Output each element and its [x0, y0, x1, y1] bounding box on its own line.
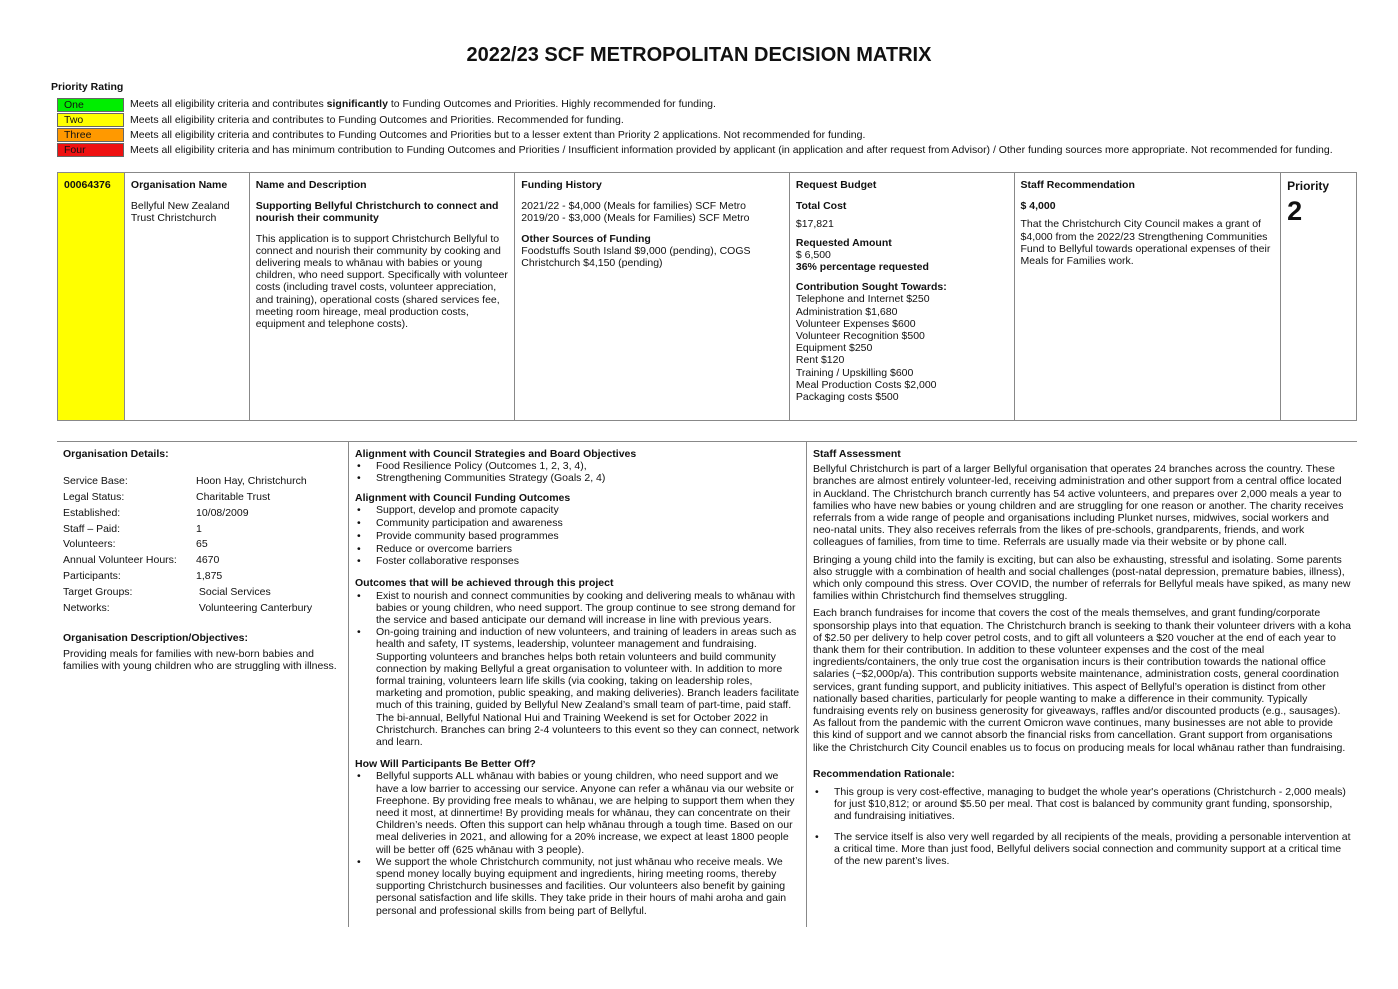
priority-three-description: Meets all eligibility criteria and contributes to Funding Outcomes and Priorities but to a lesser extent than Priority 2 applications. Not recommended for funding. [130, 128, 866, 141]
detail-value: 1 [196, 522, 202, 535]
priority-two-swatch: Two [57, 113, 124, 127]
legend-row [57, 112, 1333, 127]
outcome-item: • Exist to nourish and connect communities by cooking and delivering meals to whānau with babies or young children, who need support. The group continue to see strong demand for the service and based anticipate our demand will increase in line with previous years. [355, 590, 800, 627]
outcomes-list [355, 590, 800, 749]
contribution-item: Administration $1,680 [795, 305, 898, 318]
funding-outcome-item: • Community participation and awareness [355, 517, 800, 530]
funding-history-item: 2019/20 - $3,000 (Meals for Families) SCF Metro [521, 212, 750, 225]
legend-row [57, 127, 1333, 142]
organisation-name-header: Organisation Name [130, 179, 228, 191]
detail-value: 4670 [196, 554, 220, 567]
assessment-paragraph: Bellyful Christchurch is part of a larger Bellyful organisation that operates 24 branches across the country. These branches are almost entirely volunteer-led, receiving administration and other support from a central office located in Auckland. The Christchurch branch currently has 54 active volunteers, and prepares over 2,000 meals a year to families who have new babies or young children and are struggling for one reason or another. The charity receives referrals from a wide range of people and organisations including Plunket nurses, midwives, social workers and neo-natal units. They also receives referrals from the likes of pre-schools, grandparents, friends, and work colleagues of families, from time to time. Referrals are usually made via their website or by phone call. [813, 463, 1344, 549]
request-budget-header: Request Budget [795, 179, 877, 191]
priority-four-description: Meets all eligibility criteria and has minimum contribution to Funding Outcomes and Priorities / Insufficient information provided by applicant (in application and after request from Advisor) / Other funding sources more appropriate. Not recommended for funding. [130, 144, 1333, 157]
contribution-list [796, 293, 1008, 403]
alignment-column [349, 442, 807, 927]
detail-value: Hoon Hay, Christchurch [196, 475, 307, 488]
priority-legend [57, 97, 1333, 158]
funding-history-header: Funding History [521, 179, 602, 191]
contribution-item: Telephone and Internet $250 [795, 293, 930, 306]
priority-one-swatch: One [57, 98, 124, 112]
rationale-heading: Recommendation Rationale: [813, 767, 955, 780]
contribution-label: Contribution Sought Towards: [795, 281, 947, 294]
total-cost-label: Total Cost [795, 200, 847, 213]
detail-row [63, 474, 342, 490]
participant-item: • Bellyful supports ALL whānau with babies or young children, who need support and we have a low barrier to accessing our service. Anyone can refer a whānau via our website or Freephone. By providing free meals to whānau, we are helping to support them when they need it most, at dinnertime! By providing meals for whānau, they can concentrate on their Children’s needs. Often this support can help whānau through a tough time. Based on our meal deliveries in 2021, and allowing for a 20% increase, we expect at least 1800 people will be better off (625 whānau with 3 people). [355, 770, 800, 855]
detail-row [63, 601, 342, 617]
contribution-item: Training / Upskilling $600 [795, 366, 914, 379]
rationale-item: • This group is very cost-effective, managing to budget the whole year's operations (Christchurch - 2,000 meals) for just $10,812; or around $5.50 per meal. That cost is balanced by community grant funding, sponsorship, and fundraising initiatives. [813, 786, 1351, 823]
requested-amount-label: Requested Amount [795, 236, 892, 249]
outcomes-heading: Outcomes that will be achieved through this project [355, 577, 614, 590]
organisation-details-column [57, 442, 349, 927]
assessment-section [57, 441, 1357, 927]
project-title: Supporting Bellyful Christchurch to connect and nourish their community [255, 200, 499, 225]
project-description: This application is to support Christchurch Bellyful to connect and nourish their community by cooking and delivering meals to whānau with babies or young children, who need support. Specifically with volunteer costs (including travel costs, volunteer appreciation, and training), operational costs (shared services fee, meeting room hireage, meal production costs, equipment and telephone costs). [255, 232, 508, 331]
staff-recommendation-amount: $ 4,000 [1020, 200, 1056, 213]
participant-item: • We support the whole Christchurch community, not just whānau who receive meals. We spend money locally buying equipment and ingredients, hiring meeting rooms, thereby supporting Christchurch businesses and facilities. Our volunteers also benefit by gaining personal satisfaction and life skills. They take pride in their hours of mahi aroha and gain personal and professional skills from being part of Bellyful. [355, 856, 800, 917]
organisation-description-heading: Organisation Description/Objectives: [63, 632, 248, 645]
page-title: 2022/23 SCF METROPOLITAN DECISION MATRIX [466, 44, 932, 66]
staff-recommendation-text: That the Christchurch City Council makes a grant of $4,000 from the 2022/23 Strengthening Communities Fund to Bellyful towards operational expenses of their Meals for Families work. [1020, 218, 1271, 268]
contribution-item: Packaging costs $500 [795, 391, 899, 404]
participants-list [355, 770, 800, 916]
staff-assessment-column [807, 442, 1357, 927]
detail-label: Annual Volunteer Hours: [63, 554, 177, 567]
strategy-item: • Strengthening Communities Strategy (Goals 2, 4) [355, 472, 800, 484]
rationale-item: • The service itself is also very well regarded by all recipients of the meals, providing a personable intervention at a critical time. More than just food, Bellyful delivers social connection and community support at a critical time of the new parent’s lives. [813, 831, 1351, 868]
detail-label: Volunteers: [63, 538, 116, 551]
priority-value: 2 [1287, 196, 1303, 227]
application-summary-table [57, 172, 1357, 421]
detail-row [63, 506, 342, 522]
assessment-paragraph: Each branch fundraises for income that covers the cost of the meals themselves, and grant funding/corporate sponsorship plays into that equation. The Christchurch branch is seeking to thank their volunteer drivers with a koha of $2.50 per delivery to help cover petrol costs, and to gift all volunteers a $20 voucher at the end of each year to thank them for their contribution. In addition to these volunteer expenses and the cost of the meal ingredients/containers, the only true cost the organisation incurs is their contribution towards the national office salaries (~$2,000p/a). This contribution supports website maintenance, administration costs, general coordination services, grant funding support, and publicity initiatives. This aspect of Bellyful’s operation is distinct from other nationally based charities, particularly for people wanting to make a difference in their community. Typically fundraising events rely on business generosity for giveaways, raffles and/or discounted products (e.g., sausages). As fallout from the pandemic with the current Omicron wave continues, many businesses are not able to provide this kind of support and we cannot absorb the financial risks from cancellation. Grant support from organisations like the Christchurch City Council enables us to focus on producing meals for local whānau rather than fundraising. [813, 607, 1351, 754]
funding-outcome-item: • Provide community based programmes [355, 530, 800, 543]
detail-row [63, 569, 342, 585]
detail-value: Social Services [196, 585, 271, 598]
detail-row [63, 585, 342, 601]
staff-recommendation-header: Staff Recommendation [1020, 179, 1135, 191]
total-cost-value: $17,821 [795, 218, 834, 231]
priority-rating-heading: Priority Rating [51, 81, 124, 93]
staff-assessment-heading: Staff Assessment [813, 448, 901, 460]
detail-value: 65 [196, 538, 208, 551]
funding-history-item: 2021/22 - $4,000 (Meals for families) SCF Metro [521, 200, 746, 213]
priority-two-description: Meets all eligibility criteria and contributes to Funding Outcomes and Priorities. Recommended for funding. [130, 113, 624, 126]
percentage-requested: 36% percentage requested [795, 261, 929, 274]
strategies-list [355, 460, 800, 484]
detail-label: Staff – Paid: [63, 522, 121, 535]
participants-heading: How Will Participants Be Better Off? [355, 758, 536, 771]
legend-row [57, 143, 1333, 158]
contribution-item: Meal Production Costs $2,000 [795, 378, 937, 391]
detail-value: Volunteering Canterbury [196, 601, 313, 614]
strategy-item: • Food Resilience Policy (Outcomes 1, 2, 3, 4), [355, 460, 800, 472]
other-sources-header: Other Sources of Funding [521, 232, 651, 245]
organisation-name-cell [125, 173, 250, 420]
application-id-cell [58, 173, 125, 420]
request-budget-cell [790, 173, 1015, 420]
assessment-paragraph: Bringing a young child into the family is exciting, but can also be exhausting, stressful and isolating. Some parents also struggle with a combination of health and social challenges (post-natal depression, premature babies, illness), which only compound this stress. Over COVID, the number of referrals for Bellyful meals have spiked, as many new families within Christchurch find themselves struggling. [813, 553, 1351, 603]
strategies-heading: Alignment with Council Strategies and Board Objectives [355, 448, 637, 460]
funding-outcome-item: • Foster collaborative responses [355, 555, 800, 568]
contribution-item: Volunteer Recognition $500 [795, 330, 925, 343]
detail-row [63, 522, 342, 538]
organisation-details-heading: Organisation Details: [63, 448, 169, 460]
detail-label: Established: [63, 506, 121, 519]
priority-one-description: Meets all eligibility criteria and contributes significantly to Funding Outcomes and Priorities. Highly recommended for funding. [130, 98, 716, 111]
organisation-details-list [63, 474, 342, 616]
priority-cell [1281, 173, 1356, 420]
funding-history-cell [515, 173, 790, 420]
funding-outcome-item: • Reduce or overcome barriers [355, 543, 800, 556]
detail-label: Target Groups: [63, 585, 133, 598]
contribution-item: Rent $120 [795, 354, 845, 367]
detail-row [63, 553, 342, 569]
application-id: 00064376 [64, 179, 111, 191]
priority-three-swatch: Three [57, 128, 124, 142]
detail-label: Networks: [63, 601, 110, 614]
detail-value: 10/08/2009 [196, 506, 249, 519]
rationale-list [813, 786, 1351, 867]
contribution-item: Volunteer Expenses $600 [795, 317, 916, 330]
detail-value: Charitable Trust [196, 491, 271, 503]
detail-row [63, 537, 342, 553]
funding-outcome-item: • Support, develop and promote capacity [355, 504, 800, 517]
funding-outcomes-list [355, 504, 800, 569]
funding-outcomes-heading: Alignment with Council Funding Outcomes [355, 491, 571, 504]
priority-header: Priority [1287, 179, 1330, 193]
other-sources: Foodstuffs South Island $9,000 (pending), COGS Christchurch $4,150 (pending) [521, 244, 751, 270]
detail-label: Participants: [63, 569, 121, 582]
detail-row [63, 490, 342, 506]
outcome-item: • On-going training and induction of new volunteers, and training of leaders in areas such as health and safety, IT systems, leadership, volunteer management and fundraising. Supporting volunteers and branches helps both retain volunteers and build community connection by making Bellyful a great organisation to volunteer with. In addition to more formal training, volunteers learn life skills (via cooking, taking on leadership roles, marketing and promotion, public speaking, and making deliveries). Branch leaders facilitate much of this training, guided by Bellyful New Zealand’s small team of part-time, paid staff. The bi-annual, Bellyful National Hui and Training Weekend is set for October 2022 in Christchurch. Branches can bring 2-4 volunteers to this event so they can connect, network and learn. [355, 626, 800, 748]
detail-value: 1,875 [196, 569, 223, 582]
requested-amount-value: $ 6,500 [795, 248, 831, 261]
contribution-item: Equipment $250 [795, 342, 873, 355]
priority-four-swatch: Four [57, 143, 124, 157]
organisation-description: Providing meals for families with new-born babies and families with young children who are struggling with illness. [63, 647, 337, 672]
name-description-cell [250, 173, 516, 420]
detail-label: Legal Status: [63, 491, 125, 503]
legend-row [57, 97, 1333, 112]
staff-recommendation-cell [1015, 173, 1282, 420]
detail-label: Service Base: [63, 475, 128, 488]
organisation-name: Bellyful New Zealand Trust Christchurch [130, 200, 230, 225]
name-description-header: Name and Description [255, 179, 367, 191]
